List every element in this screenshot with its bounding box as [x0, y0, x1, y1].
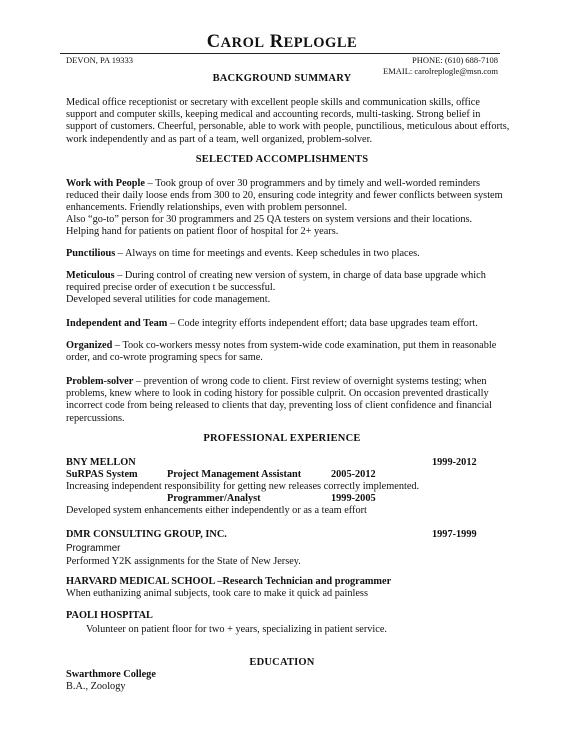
degree: B.A., Zoology — [66, 681, 126, 692]
background-text: Medical office receptionist or secretary with excellent people skills and communication skills, office support and computer skills, keeping medical and accounting records, multi-tasking. Strong belief in support of customers. Cheerful, personable, able to work with people, punctilious, meticulous about efforts, work independently and as part of a team, well organized, problem-solver. — [66, 97, 510, 145]
years-pm-assistant: 2005-2012 — [331, 469, 376, 480]
email: EMAIL: carolreplogle@msn.com — [383, 66, 498, 76]
years-programmer-analyst: 1999-2005 — [331, 493, 376, 504]
background-heading: BACKGROUND SUMMARY — [212, 73, 352, 84]
company-dmr: DMR CONSULTING GROUP, INC. — [66, 529, 227, 540]
experience-heading: PROFESSIONAL EXPERIENCE — [203, 433, 361, 444]
accomplishment-independent-team: Independent and Team – Code integrity efforts independent effort; data base upgrades team effort. — [66, 318, 478, 329]
location: DEVON, PA 19333 — [66, 55, 133, 65]
accomplishment-meticulous: Meticulous – During control of creating new version of system, in charge of data base upgrade which required precise order of execution t be successful. — [66, 270, 486, 294]
desc-harvard: When euthanizing animal subjects, took care to make it quick ad painless — [66, 588, 368, 599]
company-paoli: PAOLI HOSPITAL — [66, 610, 153, 621]
desc-pm-assistant: Increasing independent responsibility for getting new releases correctly implemented. — [66, 481, 420, 492]
accomplishment-work-with-people: Work with People – Took group of over 30 programmers and by timely and well-worded reminders reduced their daily loose ends from 300 to 20, ensuring code integrity and fewer conflicts between system enhancements. Friendly relationships, even with problem personnel. — [66, 178, 503, 214]
accomplishment-extra: Developed several utilities for code management. — [66, 294, 271, 305]
role-dmr: Programmer — [66, 543, 121, 554]
resume-name: CAROL REPLOGLE — [206, 32, 358, 52]
phone: PHONE: (610) 688-7108 — [412, 55, 498, 65]
years-dmr: 1997-1999 — [432, 529, 477, 540]
accomplishment-extra: Helping hand for patients on patient floor of hospital for 2+ years. — [66, 226, 339, 237]
company-bny: BNY MELLON — [66, 457, 136, 468]
school-name: Swarthmore College — [66, 669, 156, 680]
accomplishment-extra: Also “go-to” person for 30 programmers and 25 QA testers on system versions and their locations. — [66, 214, 473, 225]
desc-dmr: Performed Y2K assignments for the State of New Jersey. — [66, 556, 301, 567]
company-harvard: HARVARD MEDICAL SCHOOL –Research Technician and programmer — [66, 576, 392, 587]
desc-programmer-analyst: Developed system enhancements either independently or as a team effort — [66, 505, 367, 516]
role-programmer-analyst: Programmer/Analyst — [167, 493, 261, 504]
role-pm-assistant: Project Management Assistant — [167, 469, 302, 480]
accomplishment-punctilious: Punctilious – Always on time for meetings and events. Keep schedules in two places. — [66, 248, 420, 259]
education-heading: EDUCATION — [249, 657, 315, 668]
accomplishment-problem-solver: Problem-solver – prevention of wrong code to client. First review of overnight systems testing; when problems, knew where to look in coding history for possible culprit. On occasion prevented drastically incorrect code from being released to clients that day, preventing loss of client confidence and financial repercussions. — [66, 376, 492, 424]
years-bny: 1999-2012 — [432, 457, 477, 468]
accomplishment-organized: Organized – Took co-workers messy notes from system-wide code examination, put them in reasonable order, and co-wrote programing specs for same. — [66, 340, 497, 364]
desc-paoli: Volunteer on patient floor for two + years, specializing in patient service. — [86, 624, 387, 635]
accomplishments-heading: SELECTED ACCOMPLISHMENTS — [195, 154, 369, 165]
system-name: SuRPAS System — [66, 469, 138, 480]
header-rule — [60, 53, 500, 54]
